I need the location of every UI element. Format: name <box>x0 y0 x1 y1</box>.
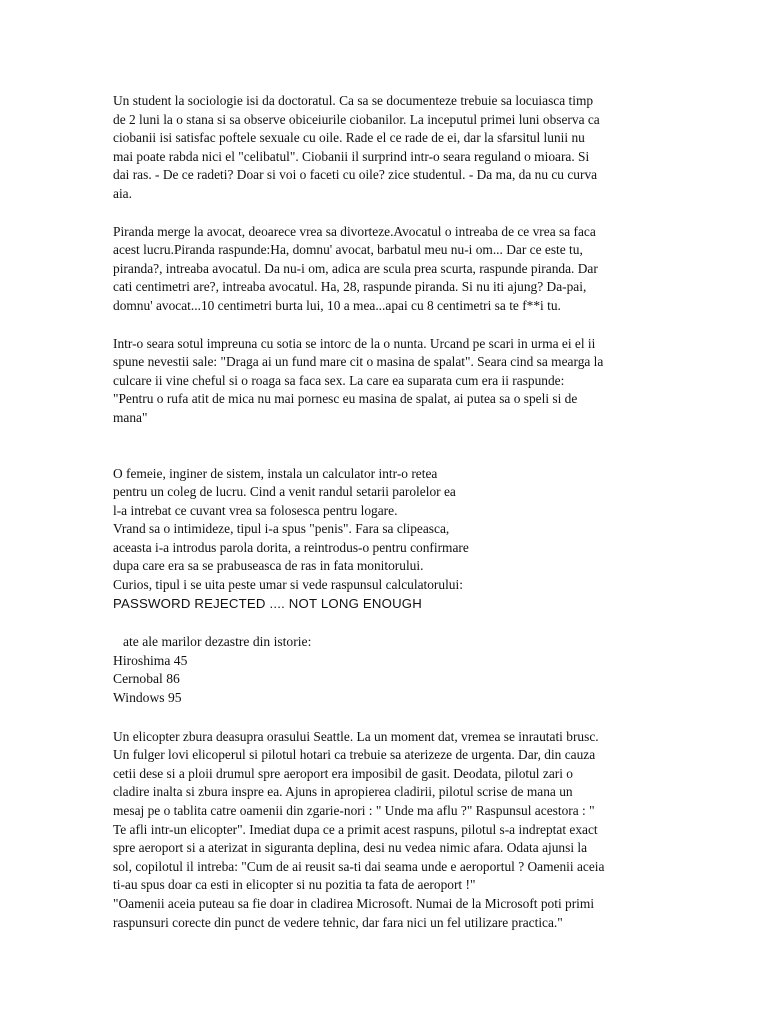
text-line: sol, copilotul il intreba: "Cum de ai reusit sa-ti dai seama unde e aeroportul ? Oamenii aceia <box>113 858 605 874</box>
document-page <box>113 92 673 932</box>
text-line: Un student la sociologie isi da doctoratul. Ca sa se documenteze trebuie sa locuiasca timp <box>113 93 594 108</box>
text-line: culcare ii vine cheful si o roaga sa faca sex. La care ea suparata cum era ii raspunde: <box>113 372 565 388</box>
text-line: ciobanii isi satisfac poftele sexuale cu oile. Rade el ce rade de ei, dar la sfarsitul lunii nu <box>113 130 585 146</box>
text-line: cladire inalta si zbura inspre ea. Ajuns in apropierea cladirii, pilotul scrise de mana un <box>113 784 573 800</box>
text-line: cetii dese si a ploii drumul spre aeroport era imposibil de gasit. Deodata, pilotul zari o <box>113 765 573 781</box>
text-line: mesaj pe o tablita catre oamenii din zgarie-nori : " Unde ma aflu ?" Raspunsul acestora : " <box>113 803 595 818</box>
password-rejected-line: PASSWORD REJECTED .... NOT LONG ENOUGH <box>113 595 422 611</box>
text-line: l-a intrebat ce cuvant vrea sa folosesca pentru logare. <box>113 502 398 518</box>
text-line: "Pentru o rufa atit de mica nu mai pornesc eu masina de spalat, ai putea sa o speli si de <box>113 391 578 407</box>
text-line: O femeie, inginer de sistem, instala un calculator intr-o retea <box>113 465 438 481</box>
paragraph-helicopter-joke <box>113 728 673 933</box>
paragraph-password-joke <box>113 465 673 614</box>
text-line: de 2 luni la o stana si sa observe obiceiurile ciobanilor. La inceputul primei luni observa ca <box>113 111 600 127</box>
paragraph-wedding-joke <box>113 335 673 428</box>
text-line: aia. <box>113 185 132 201</box>
paragraph-piranda-joke <box>113 223 673 316</box>
text-line: spre aeroport si a aterizat in siguranta deplina, desi nu vedea nimic afara. Odata ajunsi la <box>113 840 588 856</box>
text-line: domnu' avocat...10 centimetri burta lui, 10 a mea...apai cu 8 centimetri sa te f**i tu. <box>113 297 561 313</box>
list-item: Cernobal 86 <box>113 671 180 687</box>
text-line: Intr-o seara sotul impreuna cu sotia se intorc de la o nunta. Urcand pe scari in urma ei el ii <box>113 335 596 351</box>
text-line: ti-au spus doar ca esti in elicopter si nu pozitia ta fata de aeroport !" <box>113 877 476 893</box>
text-line: dai ras. - De ce radeti? Doar si voi o faceti cu oile? zice studentul. - Da ma, da nu cu curva <box>113 167 598 183</box>
paragraph-disasters-list <box>113 633 673 707</box>
text-line: piranda?, intreaba avocatul. Da nu-i om, adica are scula prea scurta, raspunde piranda. Dar <box>113 260 598 276</box>
text-line: Piranda merge la avocat, deoarece vrea sa divorteze.Avocatul o intreaba de ce vrea sa faca <box>113 223 596 239</box>
text-line: pentru un coleg de lucru. Cind a venit randul setarii parolelor ea <box>113 484 456 500</box>
text-line: "Oamenii aceia puteau sa fie doar in cladirea Microsoft. Numai de la Microsoft poti primi <box>113 895 595 911</box>
paragraph-student-joke <box>113 92 673 204</box>
text-line: Te afli intr-un elicopter". Imediat dupa ce a primit acest raspuns, pilotul s-a indreptat exact <box>113 821 598 837</box>
text-line: aceasta i-a introdus parola dorita, a reintrodus-o pentru confirmare <box>113 539 469 555</box>
text-line: mana" <box>113 409 148 425</box>
text-line: spune nevestii sale: "Draga ai un fund mare cit o masina de spalat". Seara cind sa mearga la <box>113 354 604 370</box>
text-line: Curios, tipul i se uita peste umar si vede raspunsul calculatorului: <box>113 577 463 593</box>
text-line: Un elicopter zbura deasupra orasului Seattle. La un moment dat, vremea se inrautati brusc. <box>113 728 599 744</box>
text-line: raspunsuri corecte din punct de vedere tehnic, dar fara nici un fel utilizare practica." <box>113 914 563 930</box>
text-line: Vrand sa o intimideze, tipul i-a spus "penis". Fara sa clipeasca, <box>113 521 450 537</box>
disasters-heading: ate ale marilor dezastre din istorie: <box>123 634 312 650</box>
text-line: Un fulger lovi elicoperul si pilotul hotari ca trebuie sa aterizeze de urgenta. Dar, din cauza <box>113 747 596 763</box>
text-line: acest lucru.Piranda raspunde:Ha, domnu' avocat, barbatul meu nu-i om... Dar ce este tu, <box>113 242 583 258</box>
text-line: cati centimetri are?, intreaba avocatul. Ha, 28, raspunde piranda. Si nu iti ajung? Da-pai, <box>113 279 587 295</box>
text-line: mai poate rabda nici el "celibatul". Ciobanii il surprind intr-o seara reguland o mioara. Si <box>113 148 590 164</box>
text-line: dupa care era sa se prabuseasca de ras in fata monitorului. <box>113 558 424 574</box>
list-item: Hiroshima 45 <box>113 652 188 668</box>
list-item: Windows 95 <box>113 690 182 706</box>
